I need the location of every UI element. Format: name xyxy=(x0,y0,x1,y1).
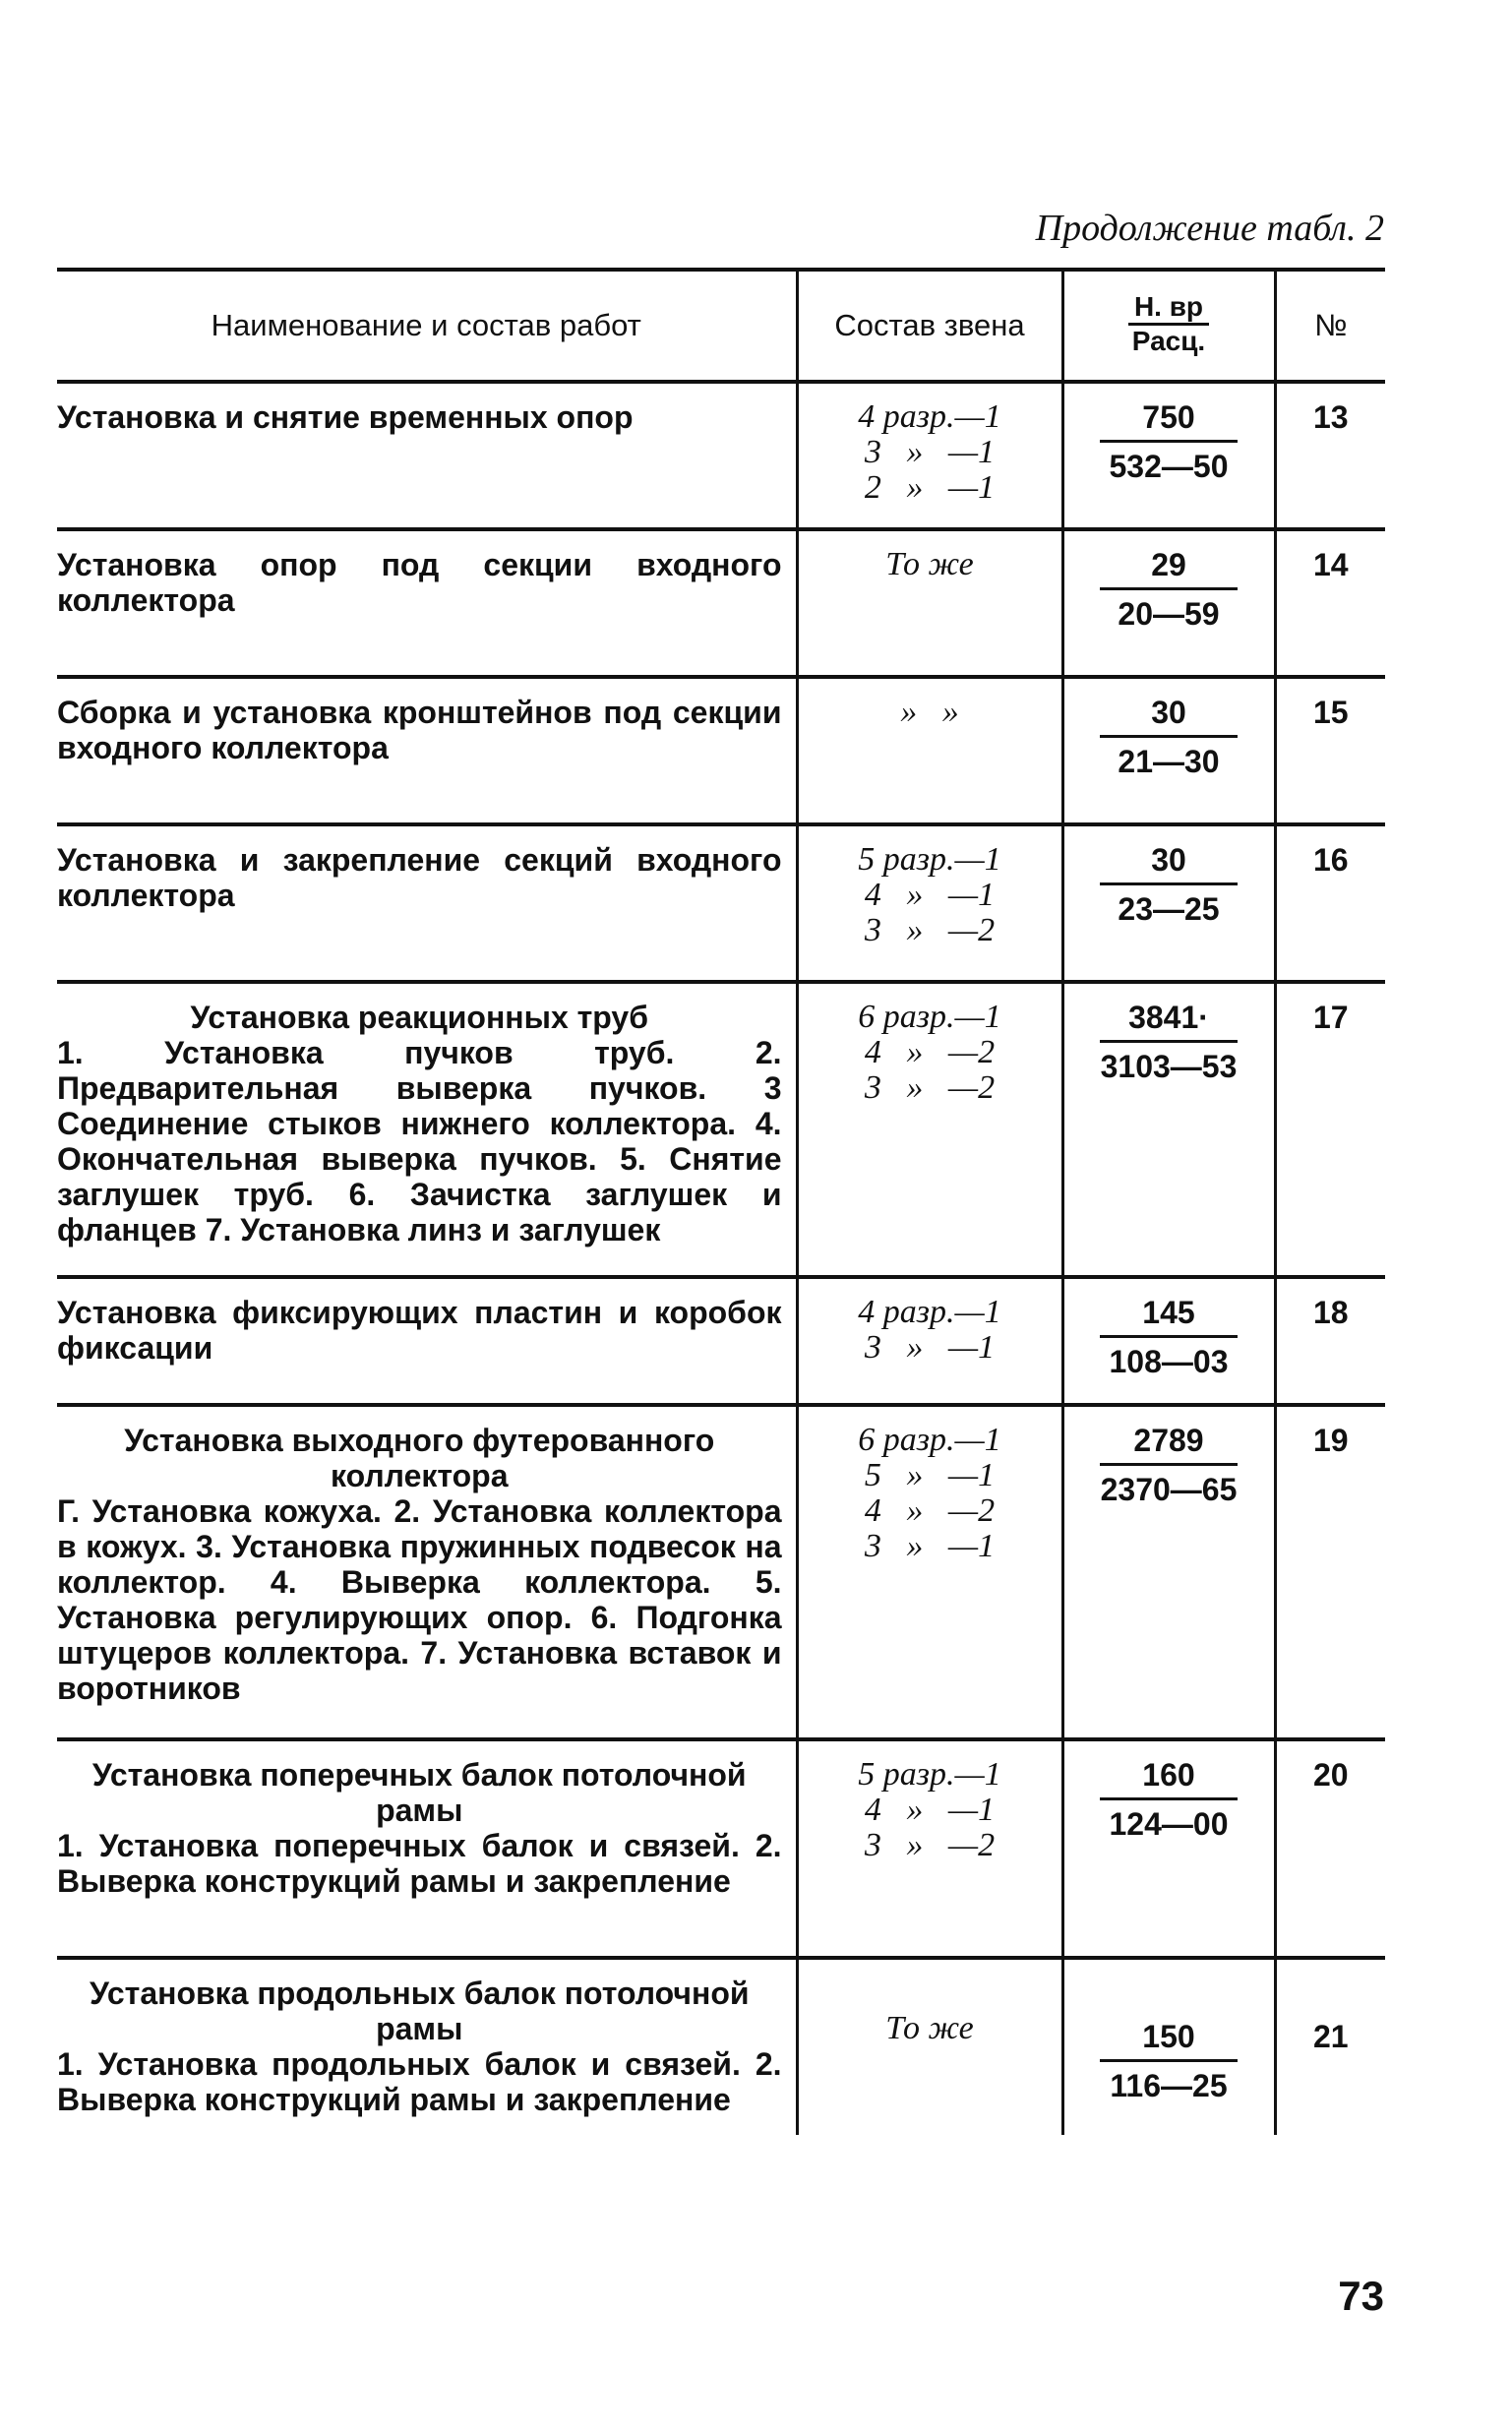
crew-line xyxy=(799,1976,1061,2011)
norm-cell xyxy=(1062,824,1275,982)
time-norm: 160 xyxy=(1100,1757,1238,1800)
header-norm-bottom: Расц. xyxy=(1131,326,1206,356)
table-row xyxy=(57,824,1385,982)
crew-cell xyxy=(797,1739,1062,1958)
rate-value: 116—25 xyxy=(1110,2068,1228,2103)
crew-cell xyxy=(797,382,1062,529)
row-number: 15 xyxy=(1275,677,1385,824)
table-header-row xyxy=(57,270,1385,382)
table-row xyxy=(57,1277,1385,1405)
crew-line: 3 » —2 xyxy=(864,1827,996,1863)
norm-cell xyxy=(1062,1277,1275,1405)
time-norm: 150 xyxy=(1100,2019,1238,2062)
work-description: Установка фиксирующих пластин и коробок фиксации xyxy=(57,1295,782,1366)
norm-cell xyxy=(1062,1958,1275,2135)
work-norms-table xyxy=(57,268,1385,2135)
work-name-cell xyxy=(57,982,797,1277)
rate-value: 124—00 xyxy=(1109,1806,1229,1842)
crew-cell xyxy=(797,1405,1062,1739)
crew-line: 3 » —1 xyxy=(864,1528,996,1564)
row-number: 16 xyxy=(1275,824,1385,982)
row-number: 20 xyxy=(1275,1739,1385,1958)
crew-cell xyxy=(797,677,1062,824)
norm-cell xyxy=(1062,982,1275,1277)
norm-cell xyxy=(1062,529,1275,677)
row-number: 17 xyxy=(1275,982,1385,1277)
work-name-cell xyxy=(57,529,797,677)
work-name-cell xyxy=(57,1739,797,1958)
table-row xyxy=(57,1739,1385,1958)
work-description: 1. Установка пучков труб. 2. Предварительная выверка пучков. 3 Соединение стыков нижнего коллектора. 4. Окончательная выверка пучков. 5. Снятие заглушек труб. 6. Зачистка заглушек и фланцев 7. Установка линз и заглушек xyxy=(57,1035,782,1247)
work-title: Установка реакционных труб xyxy=(190,1000,648,1035)
table-row xyxy=(57,1958,1385,2135)
crew-line: 3 » —2 xyxy=(864,912,996,948)
crew-cell xyxy=(797,982,1062,1277)
row-number: 21 xyxy=(1275,1958,1385,2135)
time-norm: 2789 xyxy=(1100,1423,1238,1466)
time-norm: 3841· xyxy=(1100,1000,1238,1043)
table-row xyxy=(57,982,1385,1277)
crew-line: 4 разр.—1 xyxy=(858,398,1001,435)
header-norm-fraction xyxy=(1128,293,1209,355)
work-description: Установка и закрепление секций входного коллектора xyxy=(57,842,782,913)
work-description: Г. Установка кожуха. 2. Установка коллектора в кожух. 3. Установка пружинных подвесок на коллектор. 4. Выверка коллектора. 5. Установка регулирующих опор. 6. Подгонка штуцеров коллектора. 7. Установка вставок и воротников xyxy=(57,1493,782,1706)
norm-cell xyxy=(1062,382,1275,529)
crew-line: То же xyxy=(885,2010,974,2046)
rate-value: 23—25 xyxy=(1118,891,1220,927)
work-name-cell xyxy=(57,1405,797,1739)
work-description: Сборка и установка кронштейнов под секции входного коллектора xyxy=(57,695,782,765)
crew-line: 4 разр.—1 xyxy=(858,1294,1001,1330)
work-name-cell xyxy=(57,677,797,824)
norm-cell xyxy=(1062,1739,1275,1958)
row-number: 13 xyxy=(1275,382,1385,529)
header-norm xyxy=(1062,270,1275,382)
work-name-cell xyxy=(57,1277,797,1405)
crew-line: 4 » —2 xyxy=(864,1034,996,1070)
rate-value: 2370—65 xyxy=(1100,1472,1238,1507)
work-description: 1. Установка поперечных балок и связей. 2. Выверка конструкций рамы и закрепление xyxy=(57,1828,782,1899)
row-number: 19 xyxy=(1275,1405,1385,1739)
crew-line: 5 разр.—1 xyxy=(858,841,1001,878)
time-norm: 30 xyxy=(1100,842,1238,885)
norm-cell xyxy=(1062,1405,1275,1739)
crew-line: 4 » —1 xyxy=(864,877,996,913)
crew-line: 4 » —2 xyxy=(864,1492,996,1529)
crew-cell xyxy=(797,824,1062,982)
work-name-cell xyxy=(57,1958,797,2135)
work-description: Установка и снятие временных опор xyxy=(57,399,634,435)
crew-line: 4 » —1 xyxy=(864,1792,996,1828)
table-caption: Продолжение табл. 2 xyxy=(1035,208,1384,249)
time-norm: 30 xyxy=(1100,695,1238,738)
page-number: 73 xyxy=(1338,2273,1384,2319)
header-norm-top: Н. вр xyxy=(1128,293,1209,326)
work-description: 1. Установка продольных балок и связей. 2. Выверка конструкций рамы и закрепление xyxy=(57,2046,782,2117)
crew-line: 5 разр.—1 xyxy=(858,1756,1001,1793)
header-crew: Состав звена xyxy=(797,270,1062,382)
work-title: Установка выходного футерованного коллектора xyxy=(124,1423,715,1493)
time-norm: 750 xyxy=(1100,399,1238,443)
work-title: Установка поперечных балок потолочной рамы xyxy=(91,1757,747,1828)
table-row xyxy=(57,1405,1385,1739)
crew-cell xyxy=(797,529,1062,677)
rate-value: 20—59 xyxy=(1118,596,1220,632)
crew-line: То же xyxy=(885,546,974,582)
crew-line: 5 » —1 xyxy=(864,1457,996,1493)
crew-line: 6 разр.—1 xyxy=(858,999,1001,1035)
time-norm: 145 xyxy=(1100,1295,1238,1338)
crew-line: 2 » —1 xyxy=(864,469,996,506)
rate-value: 3103—53 xyxy=(1100,1049,1238,1084)
table-row xyxy=(57,529,1385,677)
crew-line: 3 » —1 xyxy=(864,434,996,470)
table-row xyxy=(57,677,1385,824)
rate-value: 108—03 xyxy=(1109,1344,1229,1379)
work-name-cell xyxy=(57,824,797,982)
rate-value: 21—30 xyxy=(1118,744,1220,779)
row-number: 18 xyxy=(1275,1277,1385,1405)
header-name: Наименование и состав работ xyxy=(57,270,797,382)
table-row xyxy=(57,382,1385,529)
header-no: № xyxy=(1275,270,1385,382)
rate-value: 532—50 xyxy=(1109,449,1229,484)
crew-line: 3 » —2 xyxy=(864,1069,996,1106)
crew-cell xyxy=(797,1958,1062,2135)
work-title: Установка продольных балок потолочной рамы xyxy=(89,1976,750,2046)
crew-line: » » xyxy=(900,694,959,730)
work-description: Установка опор под секции входного коллектора xyxy=(57,547,782,618)
norm-cell xyxy=(1062,677,1275,824)
crew-line: 3 » —1 xyxy=(864,1329,996,1366)
crew-cell xyxy=(797,1277,1062,1405)
row-number: 14 xyxy=(1275,529,1385,677)
work-name-cell xyxy=(57,382,797,529)
time-norm: 29 xyxy=(1100,547,1238,590)
crew-line: 6 разр.—1 xyxy=(858,1422,1001,1458)
